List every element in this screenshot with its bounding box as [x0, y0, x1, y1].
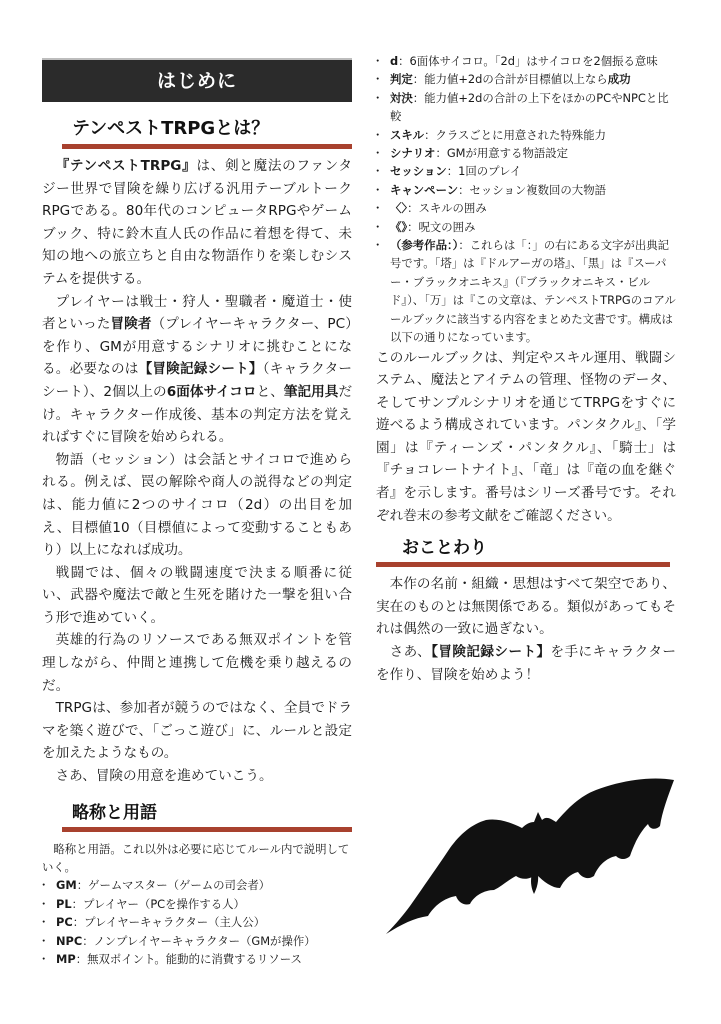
term-item	[42, 950, 352, 968]
text-run: を手にキャラクターを作り、冒険を始めよう！	[376, 644, 676, 683]
term-item	[376, 162, 676, 180]
tempest-paragraph-7: さあ、冒険の用意を進めていこう。	[55, 768, 273, 785]
term-description: ：能力値+2dの合計の上下をほかのPCやNPCと比較	[390, 90, 669, 124]
term-list-right	[376, 52, 676, 347]
term-name: 《》	[390, 219, 408, 234]
heading-rule	[376, 562, 670, 567]
term-item	[376, 52, 676, 70]
term-item	[376, 144, 676, 162]
term-description: ：これらは「：」の右にある文字が出典記号です。「塔」は『ドルアーガの塔』、「黒」は『スーパー・ブラックオニキス』（『ブラックオニキス・ビルド』）、「万」は『この文章は、テンペストTRPGのコアルールブックに該当する内容をまとめた文書です。構成は以下の通りになっています。	[390, 238, 676, 345]
abbr-after-list: このルールブックは、判定やスキル運用、戦闘システム、魔法とアイテムの管理、怪物のデータ、そしてサンプルシナリオを通じてTRPGをすぐに遊べるよう構成されています。パンタクル』、「学園」は『ティーンズ・パンタクル』、「騎士」は『チョコレートナイト』、「竜」は『竜の血を継ぐ者』を示します。番号はシリーズ番号です。それぞれ巻末の参考文献をご確認ください。	[376, 349, 676, 524]
term-item	[42, 932, 352, 950]
term-name: 対決	[390, 90, 413, 105]
term-description: ：6面体サイコロ。「2d」はサイコロを2個振る意味	[398, 54, 658, 68]
term-name: セッション	[390, 164, 447, 179]
text-run: プレイヤーは戦士・狩人・聖職者・魔道士・使者といった	[42, 293, 352, 333]
emphasis-text: 冒険者	[110, 316, 152, 333]
emphasis-text: 【冒険記録シート】	[431, 644, 551, 661]
term-description: ：プレイヤー（PCを操作する人）	[71, 896, 245, 911]
term-list-left	[42, 876, 352, 968]
text-run: だけ。キャラクター作成後、基本の判定方法を覚えればすぐに冒険を始められる。	[42, 383, 353, 446]
term-item	[376, 181, 676, 199]
section-heading-tempest: テンペストTRPGとは？	[72, 118, 270, 139]
term-name: 判定	[390, 72, 413, 87]
term-item	[376, 199, 676, 217]
term-name: NPC	[56, 933, 83, 948]
term-description: ：呪文の囲み	[407, 219, 476, 234]
tempest-paragraph-1	[42, 155, 352, 291]
abbr-intro: 略称と用語。これ以外は必要に応じてルール内で説明していく。	[42, 841, 350, 875]
term-description: ：クラスごとに用意された特殊能力	[424, 127, 606, 142]
term-description: ：能力値+2dの合計が目標値以上なら	[412, 72, 608, 87]
heading-rule	[62, 144, 352, 149]
term-name: キャンペーン	[390, 182, 459, 197]
term-description: ：無双ポイント。能動的に消費するリソース	[75, 952, 302, 967]
term-description: ：スキルの囲み	[407, 201, 487, 216]
term-item	[376, 126, 676, 144]
term-description: ：ノンプレイヤーキャラクター（GMが操作）	[82, 933, 316, 948]
emphasis-text: 『テンペストTRPG』	[55, 158, 197, 174]
text-run: （キャラクターシート）、2個以上の	[42, 361, 353, 400]
term-description: ：ゲームマスター（ゲームの司会者）	[76, 878, 271, 893]
term-item	[376, 236, 676, 346]
bat-silhouette	[386, 778, 674, 934]
text-run: （プレイヤーキャラクター、PC）を作り、GMが用意するシナリオに挑むことになる。必要なのは	[42, 316, 353, 378]
term-item	[42, 913, 352, 931]
tempest-paragraph-5: 英雄的行為のリソースである無双ポイントを管理しながら、仲間と連携して危機を乗り越えるのだ。	[42, 632, 352, 694]
term-description: ：GMが用意する物語設定	[435, 146, 569, 161]
tempest-paragraph-3: 物語（セッション）は会話とサイコロで進められる。例えば、罠の解除や商人の説得などの判定は、能力値に2つのサイコロ（2d）の出目を加え、目標値10（目標値によって変動することもあり）以上になれば成功。	[42, 451, 352, 559]
term-item	[376, 218, 676, 236]
term-description: ：プレイヤーキャラクター（主人公）	[72, 915, 266, 930]
text-run: さあ、	[389, 644, 432, 661]
term-item	[42, 876, 352, 894]
term-description: ：1回のプレイ	[446, 164, 522, 179]
term-name: d	[390, 54, 399, 68]
term-description: ：セッション複数回の大物語	[458, 182, 606, 197]
term-name: PC	[56, 915, 73, 930]
section-heading-disclaimer: おことわり	[402, 538, 487, 559]
term-item	[376, 89, 676, 126]
term-name: MP	[56, 952, 76, 967]
disclaimer-paragraph-1: 本作の名前・組織・思想はすべて架空であり、実在のものとは無関係である。類似があってもそれは偶然の一致に過ぎない。	[376, 576, 676, 638]
emphasis-text: 筆記用具	[283, 383, 339, 400]
bat-illustration	[384, 768, 676, 938]
text-run: は、剣と魔法のファンタジー世界で冒険を繰り広げる汎用テーブルトークRPGである。80年代のコンピュータRPGやゲームブック、特に鈴木直人氏の作品に着想を得て、未知の地への旅立ちと自由な物語作りを楽しむシステムを提供する。	[42, 158, 352, 287]
heading-rule	[62, 827, 352, 832]
chapter-title: はじめに	[42, 58, 352, 102]
tempest-paragraph-6: TRPGは、参加者が競うのではなく、全員でドラマを築く遊びで、「ごっこ遊び」に、ルールと設定を加えたようなもの。	[42, 700, 352, 762]
term-name: スキル	[390, 127, 425, 142]
emphasis-text: 【冒険記録シート】	[138, 361, 263, 378]
text-run: と、	[256, 383, 284, 400]
tempest-paragraph-4: 戦闘では、個々の戦闘速度で決まる順番に従い、武器や魔法で敵と生死を賭けた一撃を狙い合う形で進めていく。	[42, 564, 352, 626]
emphasis-text: 6面体サイコロ	[166, 383, 257, 400]
term-name: PL	[56, 896, 72, 911]
section-heading-abbr: 略称と用語	[72, 802, 157, 823]
left-column	[42, 58, 352, 968]
term-name: （参考作品：）	[390, 238, 459, 253]
term-item	[42, 895, 352, 913]
term-bold-tail: 成功	[607, 72, 631, 87]
tempest-paragraph-2	[42, 291, 352, 449]
term-name: GM	[56, 878, 77, 893]
term-item	[376, 70, 676, 88]
term-name: 〈〉	[390, 201, 408, 216]
term-name: シナリオ	[390, 146, 436, 161]
disclaimer-paragraph-2	[376, 641, 676, 686]
right-column	[376, 52, 676, 686]
